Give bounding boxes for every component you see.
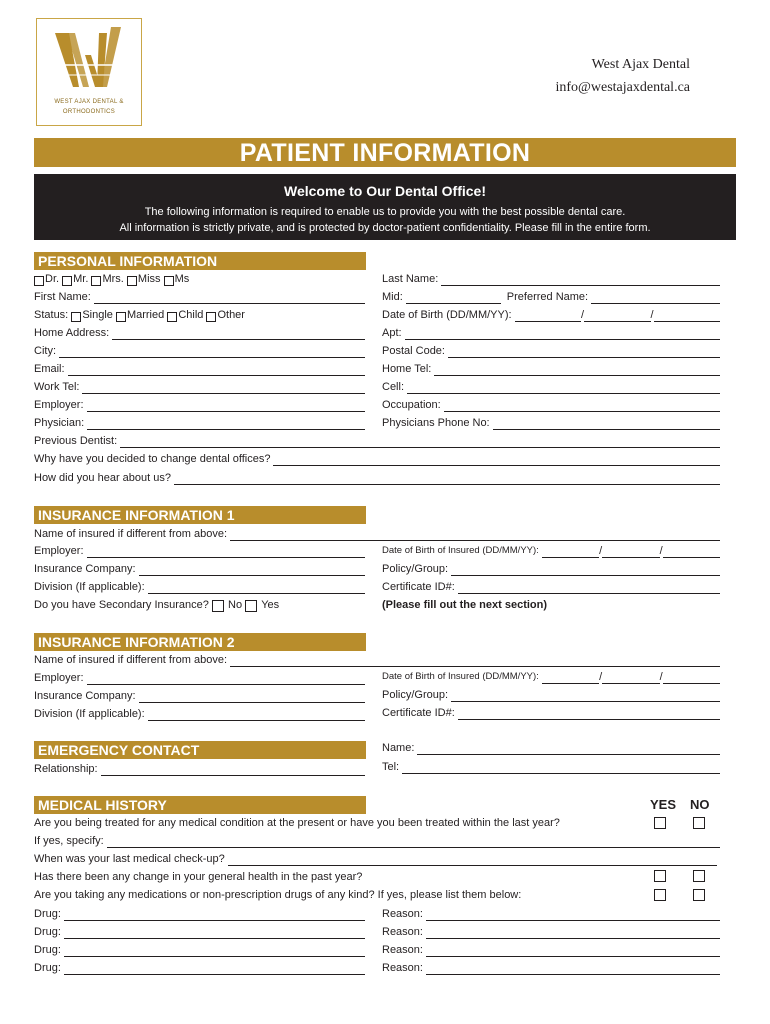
option-single: Single [82,309,113,321]
drug-line-2[interactable] [64,928,365,939]
cell-field[interactable] [382,380,720,394]
checkbox-secondary-yes[interactable] [245,600,257,612]
ins1-certificate-field[interactable] [382,580,720,594]
emergency-name-label: Name: [382,742,415,754]
drug-line-3[interactable] [64,946,365,957]
physicians-phone-line[interactable] [493,419,720,430]
emergency-tel-field[interactable] [382,760,720,774]
how-hear-line[interactable] [174,474,720,485]
reason-field-3[interactable] [382,943,720,957]
ins1-policy-field[interactable] [382,562,720,576]
logo-text-line2: ORTHODONTICS [62,109,116,115]
why-change-field[interactable] [34,452,720,466]
home-tel-label: Home Tel: [382,363,432,375]
section-header-medical: MEDICAL HISTORY [34,796,366,814]
ins2-company-line[interactable] [139,692,366,703]
ins1-company-line[interactable] [139,565,366,576]
secondary-insurance-label: Do you have Secondary Insurance? [34,599,209,611]
ins2-certificate-field[interactable] [382,706,720,720]
ins1-dob-dd[interactable] [542,547,599,558]
ins2-division-field[interactable] [34,707,365,721]
ins1-employer-line[interactable] [87,547,365,558]
checkbox-ms[interactable] [164,276,174,286]
ins1-employer-label: Employer: [34,545,84,557]
ins1-name-insured-field[interactable] [34,527,720,541]
medical-q4: Are you taking any medications or non-prescription drugs of any kind? If yes, please list them below: [34,889,522,901]
home-address-label: Home Address: [34,327,110,339]
checkbox-q3-yes[interactable] [654,870,666,882]
checkbox-q3-no[interactable] [693,870,705,882]
first-name-line[interactable] [94,293,365,304]
physician-field[interactable] [34,416,365,430]
drug-field-1[interactable] [34,907,365,921]
ins2-employer-line[interactable] [87,674,365,685]
section-header-insurance1: INSURANCE INFORMATION 1 [34,506,366,524]
ins1-dob-label: Date of Birth of Insured (DD/MM/YY): [382,545,539,556]
preferred-name-label: Preferred Name: [506,291,589,303]
ins2-dob-label: Date of Birth of Insured (DD/MM/YY): [382,671,539,682]
ins1-division-field[interactable] [34,580,365,594]
ins2-dob-field[interactable]: Date of Birth of Insured (DD/MM/YY): / / [382,670,720,684]
city-line[interactable] [59,347,365,358]
checkbox-mr[interactable] [62,276,72,286]
email-field[interactable] [34,362,365,376]
drug-label: Drug: [34,962,61,974]
status-label: Status: [34,309,69,321]
option-ms: Ms [174,273,190,285]
ins1-division-line[interactable] [148,583,365,594]
dob-dd[interactable] [515,311,581,322]
ins2-certificate-line[interactable] [458,709,720,720]
reason-line-4[interactable] [426,964,720,975]
email-label: Email: [34,363,65,375]
ins1-policy-label: Policy/Group: [382,563,449,575]
ins2-name-insured-field[interactable] [34,653,720,667]
checkbox-q1-yes[interactable] [654,817,666,829]
reason-label: Reason: [382,926,423,938]
section-underline [34,758,366,759]
ins1-certificate-label: Certificate ID#: [382,581,455,593]
if-yes-field[interactable] [34,834,720,848]
ins2-dob-mm[interactable] [602,673,659,684]
reason-field-4[interactable] [382,961,720,975]
city-field[interactable] [34,344,365,358]
home-tel-line[interactable] [434,365,720,376]
reason-label: Reason: [382,908,423,920]
logo-w-mark [55,25,125,97]
option-yes: Yes [261,599,280,611]
ins1-dob-mm[interactable] [602,547,659,558]
physicians-phone-label: Physicians Phone No: [382,417,490,429]
secondary-insurance-question [34,598,365,612]
work-tel-label: Work Tel: [34,381,80,393]
occupation-line[interactable] [444,401,720,412]
work-tel-field[interactable] [34,380,365,394]
employer-label: Employer: [34,399,84,411]
reason-field-2[interactable] [382,925,720,939]
home-address-field[interactable] [34,326,365,340]
option-child: Child [178,309,204,321]
ins1-policy-line[interactable] [451,565,720,576]
ins1-note: (Please fill out the next section) [382,599,548,611]
reason-line-1[interactable] [426,910,720,921]
mid-label: Mid: [382,291,403,303]
checkbox-dr[interactable] [34,276,44,286]
reason-line-2[interactable] [426,928,720,939]
city-label: City: [34,345,56,357]
checkbox-q1-no[interactable] [693,817,705,829]
postal-code-field[interactable] [382,344,720,358]
mid-preferred-field[interactable] [382,290,720,304]
ins2-division-label: Division (If applicable): [34,708,145,720]
drug-label: Drug: [34,926,61,938]
apt-label: Apt: [382,327,402,339]
reason-field-1[interactable] [382,907,720,921]
previous-dentist-label: Previous Dentist: [34,435,118,447]
drug-label: Drug: [34,944,61,956]
section-underline [34,813,366,814]
checkbox-q4-no[interactable] [693,889,705,901]
first-name-label: First Name: [34,291,91,303]
welcome-box [34,174,736,240]
if-yes-label: If yes, specify: [34,835,104,847]
option-married: Married [126,309,165,321]
ins2-dob-dd[interactable] [542,673,599,684]
ins2-name-insured-label: Name of insured if different from above: [34,654,228,666]
ins1-employer-field[interactable] [34,544,365,558]
emergency-tel-line[interactable] [402,763,720,774]
checkbox-mrs[interactable] [91,276,101,286]
last-checkup-field[interactable] [34,852,717,866]
option-no: No [228,599,243,611]
how-hear-field[interactable] [34,471,720,485]
option-miss: Miss [137,273,161,285]
checkbox-married[interactable] [116,312,126,322]
physicians-phone-field[interactable] [382,416,720,430]
ins1-dob-field[interactable]: Date of Birth of Insured (DD/MM/YY): / / [382,544,720,558]
ins2-certificate-label: Certificate ID#: [382,707,455,719]
ins1-division-label: Division (If applicable): [34,581,145,593]
last-name-label: Last Name: [382,273,439,285]
relationship-field[interactable] [34,762,365,776]
mid-line[interactable] [406,293,501,304]
section-header-personal: PERSONAL INFORMATION [34,252,366,270]
first-name-field[interactable] [34,290,365,304]
logo-text-line1: WEST AJAX DENTAL & [54,99,124,105]
if-yes-line[interactable] [107,837,720,848]
emergency-name-line[interactable] [417,744,720,755]
ins2-division-line[interactable] [148,710,365,721]
relationship-label: Relationship: [34,763,98,775]
previous-dentist-field[interactable] [34,434,720,448]
section-underline [34,269,366,270]
checkbox-miss[interactable] [127,276,137,286]
page-title: PATIENT INFORMATION [34,138,736,167]
drug-field-3[interactable] [34,943,365,957]
option-mrs: Mrs. [102,273,124,285]
drug-label: Drug: [34,908,61,920]
office-email[interactable]: info@westajaxdental.ca [555,80,690,95]
physician-line[interactable] [87,419,365,430]
apt-field[interactable] [382,326,720,340]
ins1-dob-yy[interactable] [663,547,720,558]
ins1-company-label: Insurance Company: [34,563,136,575]
office-name: West Ajax Dental [591,57,690,72]
ins1-certificate-line[interactable] [458,583,720,594]
section-underline [34,650,366,651]
dob-mm[interactable] [584,311,650,322]
ins2-policy-line[interactable] [451,691,720,702]
physician-label: Physician: [34,417,85,429]
why-change-label: Why have you decided to change dental offices? [34,453,271,465]
reason-label: Reason: [382,962,423,974]
last-name-line[interactable] [441,275,720,286]
ins1-name-insured-label: Name of insured if different from above: [34,528,228,540]
ins2-company-field[interactable] [34,689,365,703]
last-checkup-line[interactable] [228,855,717,866]
status-options [34,308,365,322]
postal-code-label: Postal Code: [382,345,445,357]
preferred-name-line[interactable] [591,293,720,304]
apt-line[interactable] [405,329,720,340]
ins2-employer-label: Employer: [34,672,84,684]
emergency-tel-label: Tel: [382,761,400,773]
welcome-heading: Welcome to Our Dental Office! [284,183,486,199]
ins2-company-label: Insurance Company: [34,690,136,702]
section-header-emergency: EMERGENCY CONTACT [34,741,366,759]
drug-field-2[interactable] [34,925,365,939]
occupation-label: Occupation: [382,399,441,411]
ins2-employer-field[interactable] [34,671,365,685]
title-options [34,272,365,286]
previous-dentist-line[interactable] [120,437,720,448]
last-checkup-label: When was your last medical check-up? [34,853,225,865]
welcome-line1: The following information is required to enable us to provide you with the best possible dental care. [144,206,626,218]
office-info [555,53,690,99]
home-address-line[interactable] [112,329,365,340]
occupation-field[interactable] [382,398,720,412]
home-tel-field[interactable] [382,362,720,376]
drug-field-4[interactable] [34,961,365,975]
option-dr: Dr. [45,273,60,285]
yes-column-header: YES [650,797,677,812]
checkbox-q4-yes[interactable] [654,889,666,901]
option-other: Other [217,309,245,321]
checkbox-other[interactable] [206,312,216,322]
ins2-dob-yy[interactable] [663,673,720,684]
checkbox-single[interactable] [71,312,81,322]
cell-line[interactable] [407,383,720,394]
reason-line-3[interactable] [426,946,720,957]
why-change-line[interactable] [273,455,720,466]
ins2-policy-label: Policy/Group: [382,689,449,701]
employer-line[interactable] [87,401,365,412]
section-underline [34,523,366,524]
email-line[interactable] [68,365,365,376]
how-hear-label: How did you hear about us? [34,472,171,484]
medical-q1: Are you being treated for any medical condition at the present or have you been treated within the last year? [34,817,560,829]
ins1-company-field[interactable] [34,562,365,576]
relationship-line[interactable] [101,765,365,776]
checkbox-child[interactable] [167,312,177,322]
dob-field[interactable]: Date of Birth (DD/MM/YY): / / [382,308,720,322]
postal-code-line[interactable] [448,347,720,358]
ins2-policy-field[interactable] [382,688,720,702]
ins2-name-insured-line[interactable] [230,656,720,667]
logo [36,18,142,126]
emergency-name-field[interactable] [382,741,720,755]
last-name-field[interactable] [382,272,720,286]
ins1-name-insured-line[interactable] [230,530,720,541]
checkbox-secondary-no[interactable] [212,600,224,612]
welcome-line2: All information is strictly private, and is protected by doctor-patient confidentiality. Please fill in the entire form. [119,222,651,234]
section-header-insurance2: INSURANCE INFORMATION 2 [34,633,366,651]
option-mr: Mr. [73,273,89,285]
drug-line-1[interactable] [64,910,365,921]
cell-label: Cell: [382,381,405,393]
employer-field[interactable] [34,398,365,412]
drug-line-4[interactable] [64,964,365,975]
reason-label: Reason: [382,944,423,956]
medical-q3: Has there been any change in your general health in the past year? [34,871,363,883]
work-tel-line[interactable] [82,383,365,394]
no-column-header: NO [690,797,710,812]
dob-label: Date of Birth (DD/MM/YY): [382,309,512,321]
dob-yy[interactable] [654,311,720,322]
